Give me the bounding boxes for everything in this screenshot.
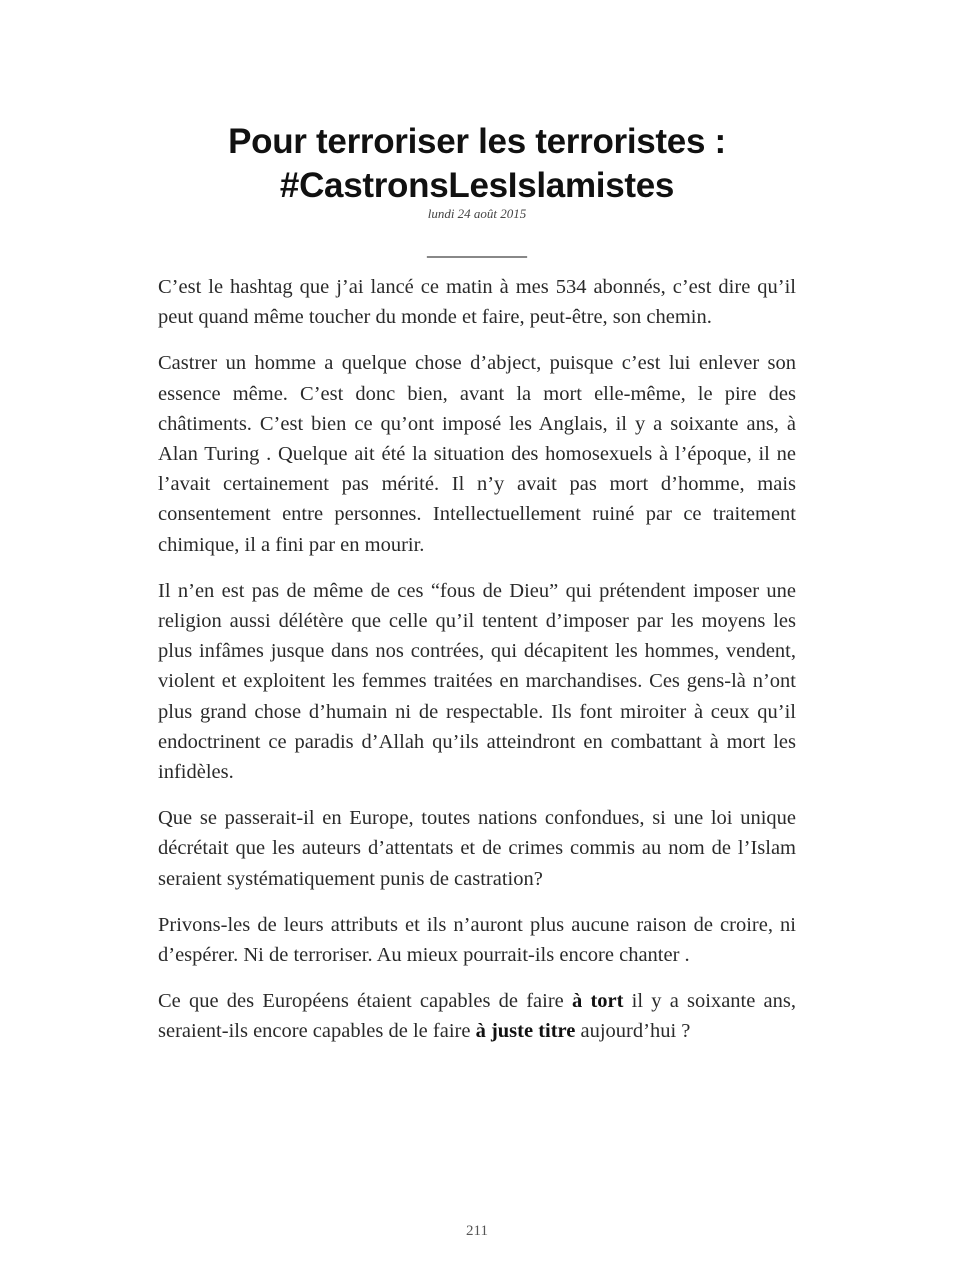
- title-line-2: #CastronsLesIslamistes: [279, 166, 675, 205]
- paragraph-2: Castrer un homme a quelque chose d’abject, puisque c’est lui enlever son essence même. C’est donc bien, avant la mort elle-même, le pire des châtiments. C’est bien ce qu’ont imposé les Anglais, il y a soixante ans, à Alan Turing . Quelque ait été la situation des homosexuels à l’époque, il ne l’avait certainement pas mérité. Il n’y avait pas mort d’homme, mais consentement entre personnes. Intellectuellement ruiné par ce traitement chimique, il a fini par en mourir.: [158, 352, 796, 556]
- paragraph-6-text-1: Ce que des Européens étaient capables de faire: [158, 990, 572, 1013]
- title-separator: __________: [427, 238, 527, 260]
- title-line-1: Pour terroriser les terroristes :: [228, 122, 726, 161]
- paragraph-3: Il n’en est pas de même de ces “fous de Dieu” qui prétendent imposer une religion aussi délétère que celle qu’il tentent d’imposer par les moyens les plus infâmes jusque dans nos contrées, qui décapitent les hommes, vendent, violent et exploitent les femmes traitées en marchandises. Ces gens-là n’ont plus grand chose d’humain ni de respectable. Ils font miroiter à ceux qu’il endoctrinent ce paradis d’Allah qu’ils atteindront en combattant à mort les infidèles.: [158, 579, 796, 784]
- article-title: [120, 120, 834, 208]
- article-body: [158, 272, 796, 1063]
- paragraph-6-text-2: il y a soixante ans, seraient-ils encore capables de le faire: [158, 990, 796, 1043]
- page-number: 211: [466, 1223, 488, 1239]
- article-date: lundi 24 août 2015: [427, 206, 527, 221]
- paragraph-5: Privons-les de leurs attributs et ils n’auront plus aucune raison de croire, ni d’espérer. Ni de terroriser. Au mieux pourrait-ils encore chanter .: [158, 913, 796, 967]
- paragraph-4: Que se passerait-il en Europe, toutes nations confondues, si une loi unique décrétait que les auteurs d’attentats et de crimes commis au nom de l’Islam seraient systématiquement punis de castration?: [158, 807, 796, 890]
- paragraph-6-bold-2: à juste titre: [475, 1020, 576, 1043]
- paragraph-6: [158, 986, 796, 1046]
- paragraph-6-text-3: aujourd’hui ?: [575, 1020, 691, 1043]
- paragraph-6-bold-1: à tort: [571, 990, 624, 1013]
- paragraph-1: C’est le hashtag que j’ai lancé ce matin à mes 534 abonnés, c’est dire qu’il peut quand même toucher du monde et faire, peut-être, son chemin.: [158, 276, 796, 329]
